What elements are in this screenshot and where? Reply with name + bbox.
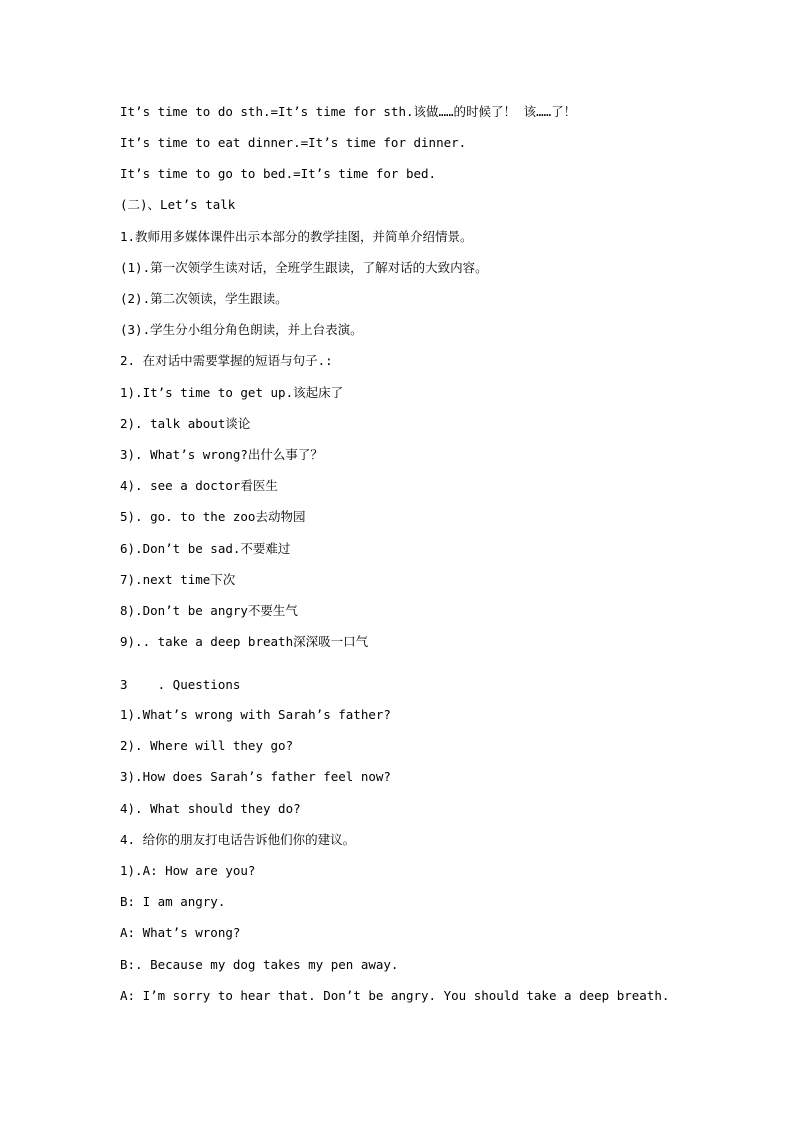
dialogue-line: B: I am angry.: [120, 894, 226, 909]
section-heading: 3 . Questions: [120, 677, 241, 692]
text-line: (3).学生分小组分角色朗读，并上台表演。: [120, 322, 363, 337]
section-heading: (二)、Let’s talk: [120, 197, 236, 212]
text-line: 1.教师用多媒体课件出示本部分的教学挂图，并简单介绍情景。: [120, 229, 473, 244]
text-line: It’s time to do sth.=It’s time for sth.该做……的时候了！ 该……了！: [120, 104, 577, 119]
phrase-item: 5). go. to the zoo去动物园: [120, 509, 306, 524]
text-line: 2. 在对话中需要掌握的短语与句子.:: [120, 353, 333, 368]
phrase-item: 7).next time下次: [120, 572, 236, 587]
dialogue-line: A: I’m sorry to hear that. Don’t be angry. You should take a deep breath.: [120, 988, 670, 1003]
phrase-item: 3). What’s wrong?出什么事了？: [120, 447, 323, 462]
text-line: It’s time to go to bed.=It’s time for bed.: [120, 166, 437, 181]
text-line: It’s time to eat dinner.=It’s time for dinner.: [120, 135, 467, 150]
text-line: (2).第二次领读，学生跟读。: [120, 291, 288, 306]
text-line: (1).第一次领学生读对话，全班学生跟读，了解对话的大致内容。: [120, 260, 488, 275]
phrase-item: 2). talk about谈论: [120, 416, 251, 431]
phrase-item: 8).Don’t be angry不要生气: [120, 603, 298, 618]
dialogue-line: A: What’s wrong?: [120, 925, 241, 940]
phrase-item: 9).. take a deep breath深深吸一口气: [120, 634, 369, 649]
dialogue-line: 1).A: How are you?: [120, 863, 256, 878]
question-item: 1).What’s wrong with Sarah’s father?: [120, 707, 391, 722]
phrase-item: 6).Don’t be sad.不要难过: [120, 541, 291, 556]
question-item: 2). Where will they go?: [120, 738, 294, 753]
phrase-item: 4). see a doctor看医生: [120, 478, 278, 493]
phrase-item: 1).It’s time to get up.该起床了: [120, 385, 344, 400]
question-item: 3).How does Sarah’s father feel now?: [120, 769, 391, 784]
dialogue-line: B:. Because my dog takes my pen away.: [120, 957, 399, 972]
text-line: 4. 给你的朋友打电话告诉他们你的建议。: [120, 832, 356, 847]
question-item: 4). What should they do?: [120, 801, 301, 816]
